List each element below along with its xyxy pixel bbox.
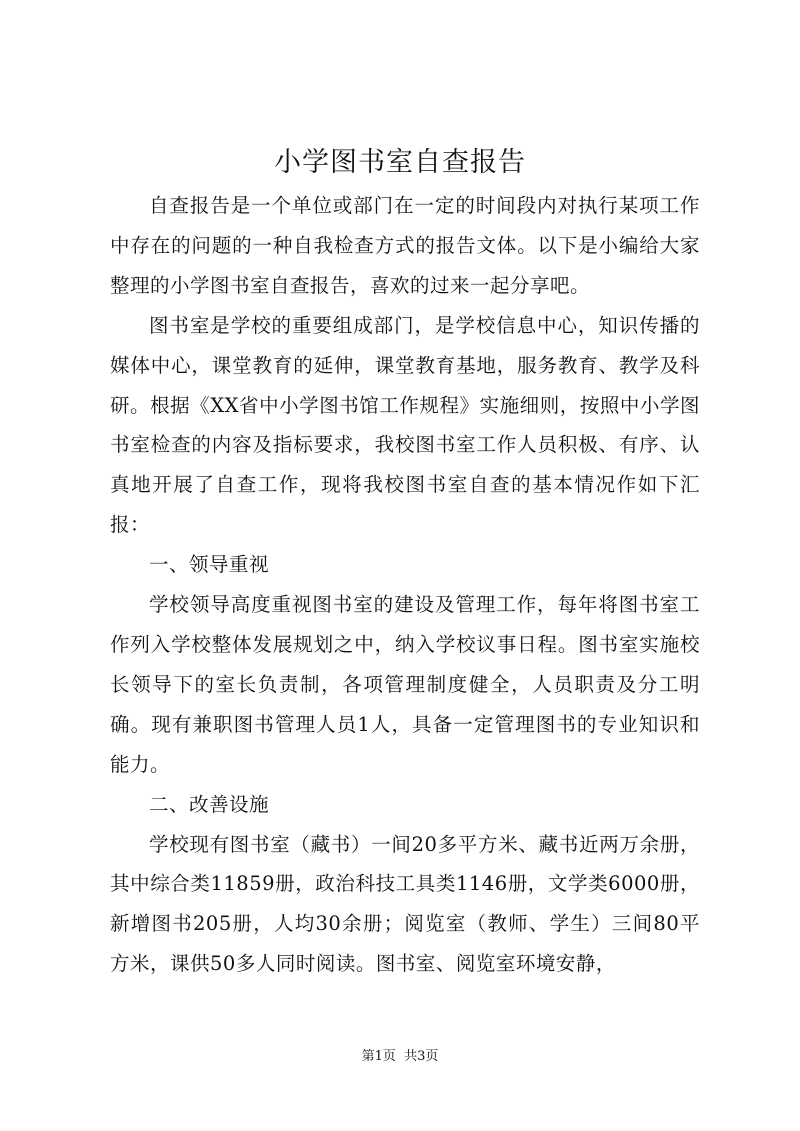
leadership-paragraph: 学校领导高度重视图书室的建设及管理工作，每年将图书室工作列入学校整体发展规划之中，纳入学校议事日程。图书室实施校长领导下的室长负责制，各项管理制度健全，人员职责及分工明确。现有兼职图书管理人员1人，具备一定管理图书的专业知识和能力。 (110, 593, 700, 776)
document-title: 小学图书室自查报告 (274, 147, 526, 178)
page-total: 共3页 (404, 1049, 439, 1064)
document-body (110, 186, 700, 984)
intro-paragraph: 自查报告是一个单位或部门在一定的时间段内对执行某项工作中存在的问题的一种自我检查方式的报告文体。以下是小编给大家整理的小学图书室自查报告，喜欢的过来一起分享吧。 (110, 194, 700, 297)
facilities-paragraph: 学校现有图书室（藏书）一间20多平方米、藏书近两万余册，其中综合类11859册，政治科技工具类1146册，文学类6000册，新增图书205册，人均30余册；阅览室（教师、学生）三间80平方米，课供50多人同时阅读。图书室、阅览室环境安静， (110, 832, 700, 976)
page-footer (0, 1047, 800, 1067)
section-heading-leadership: 一、领导重视 (149, 553, 270, 577)
section-heading-facilities: 二、改善设施 (149, 792, 270, 816)
overview-paragraph: 图书室是学校的重要组成部门，是学校信息中心，知识传播的媒体中心，课堂教育的延伸，课堂教育基地，服务教育、教学及科研。根据《XX省中小学图书馆工作规程》实施细则，按照中小学图书室检查的内容及指标要求，我校图书室工作人员积极、有序、认真地开展了自查工作，现将我校图书室自查的基本情况作如下汇报： (110, 313, 700, 537)
page-number: 第1页 (361, 1049, 396, 1064)
